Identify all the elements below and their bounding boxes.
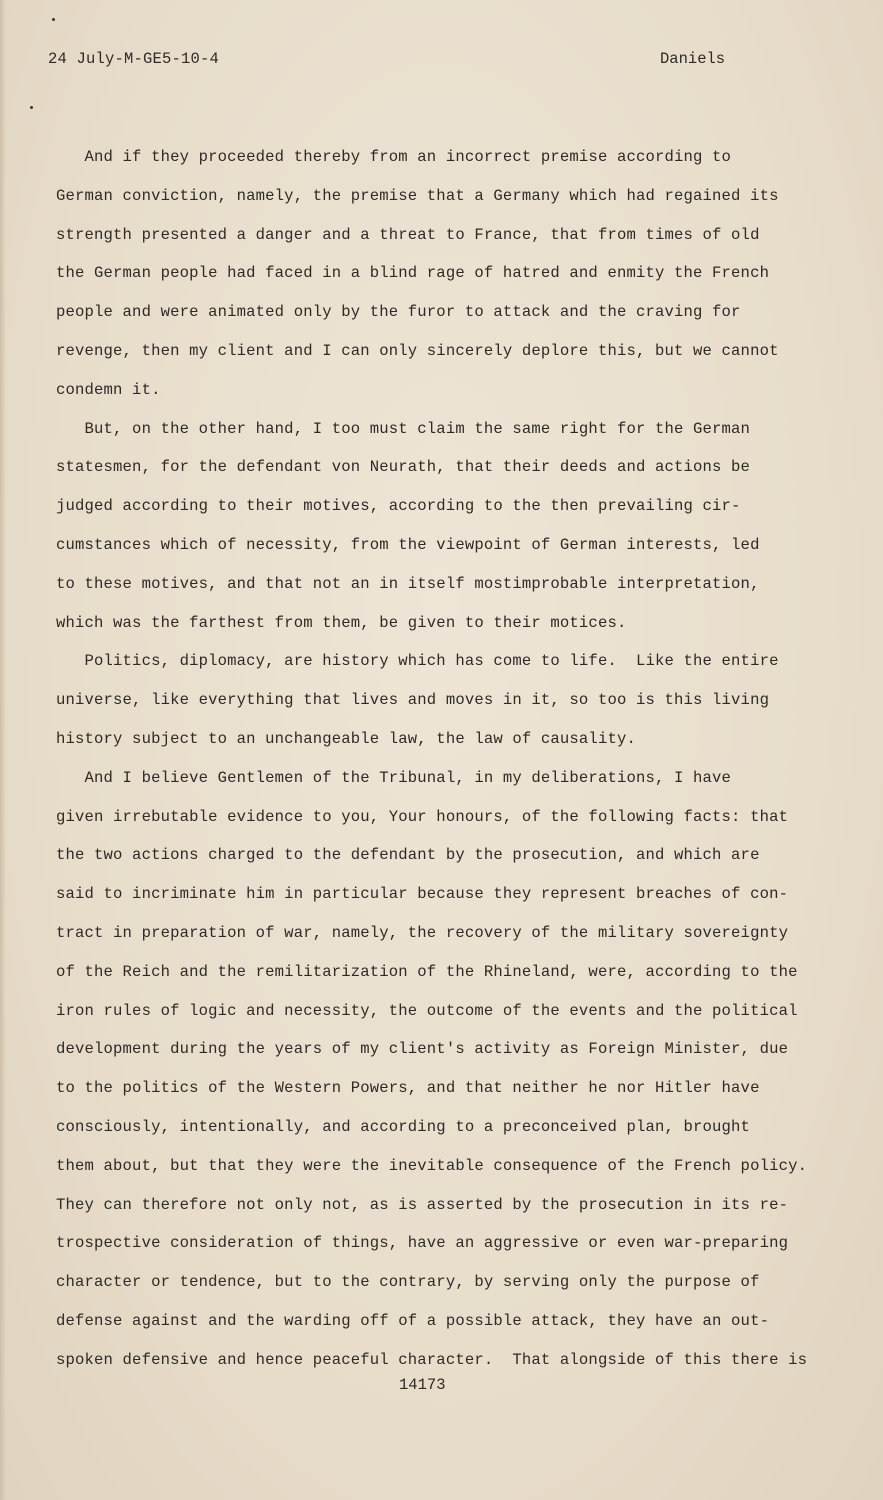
- text-line: judged according to their motives, according to the then prevailing cir-: [56, 497, 741, 516]
- text-line: spoken defensive and hence peaceful character. That alongside of this there is: [56, 1350, 808, 1369]
- text-line: universe, like everything that lives and moves in it, so too is this living: [56, 691, 770, 710]
- text-line: cumstances which of necessity, from the viewpoint of German interests, led: [56, 535, 760, 554]
- transcript-reference: 24 July-M-GE5-10-4: [48, 50, 220, 68]
- text-line: strength presented a danger and a threat to France, that from times of old: [56, 225, 760, 244]
- text-line: revenge, then my client and I can only sincerely deplore this, but we cannot: [56, 341, 779, 360]
- text-line: said to incriminate him in particular because they represent breaches of con-: [56, 885, 789, 904]
- speck-mark: [52, 18, 55, 21]
- text-line: condemn it.: [56, 380, 161, 399]
- text-line: iron rules of logic and necessity, the outcome of the events and the political: [56, 1001, 798, 1020]
- page-edge-shadow: [0, 0, 6, 1500]
- text-line: Politics, diplomacy, are history which has come to life. Like the entire: [56, 652, 779, 671]
- text-line: which was the farthest from them, be given to their motices.: [56, 613, 627, 632]
- page-number: 14173: [399, 1376, 446, 1394]
- text-line: They can therefore not only not, as is asserted by the prosecution in its re-: [56, 1195, 789, 1214]
- text-line: trospective consideration of things, have an aggressive or even war-preparing: [56, 1234, 789, 1253]
- speck-mark: [30, 106, 33, 109]
- text-line: tract in preparation of war, namely, the recovery of the military sovereignty: [56, 923, 789, 942]
- text-line: the two actions charged to the defendant by the prosecution, and which are: [56, 846, 760, 865]
- text-line: character or tendence, but to the contrary, by serving only the purpose of: [56, 1273, 760, 1292]
- text-line: to the politics of the Western Powers, and that neither he nor Hitler have: [56, 1079, 760, 1098]
- text-line: defense against and the warding off of a possible attack, they have an out-: [56, 1311, 770, 1330]
- reporter-name: Daniels: [660, 50, 726, 68]
- text-line: the German people had faced in a blind rage of hatred and enmity the French: [56, 264, 770, 283]
- text-line: development during the years of my client's activity as Foreign Minister, due: [56, 1040, 789, 1059]
- text-line: given irrebutable evidence to you, Your honours, of the following facts: that: [56, 807, 789, 826]
- text-line: And I believe Gentlemen of the Tribunal, in my deliberations, I have: [56, 768, 732, 787]
- text-line: of the Reich and the remilitarization of the Rhineland, were, according to the: [56, 962, 798, 981]
- text-line: them about, but that they were the inevitable consequence of the French policy.: [56, 1156, 808, 1175]
- text-line: consciously, intentionally, and according to a preconceived plan, brought: [56, 1117, 751, 1136]
- text-line: people and were animated only by the furor to attack and the craving for: [56, 303, 741, 322]
- text-line: And if they proceeded thereby from an incorrect premise according to: [56, 148, 732, 166]
- text-line: history subject to an unchangeable law, the law of causality.: [56, 729, 636, 748]
- text-line: German conviction, namely, the premise that a Germany which had regained its: [56, 186, 779, 205]
- text-line: But, on the other hand, I too must claim the same right for the German: [56, 419, 751, 438]
- text-line: to these motives, and that not an in itself mostimprobable interpretation,: [56, 574, 760, 593]
- text-line: statesmen, for the defendant von Neurath, that their deeds and actions be: [56, 458, 751, 477]
- transcript-body: [56, 144, 816, 1386]
